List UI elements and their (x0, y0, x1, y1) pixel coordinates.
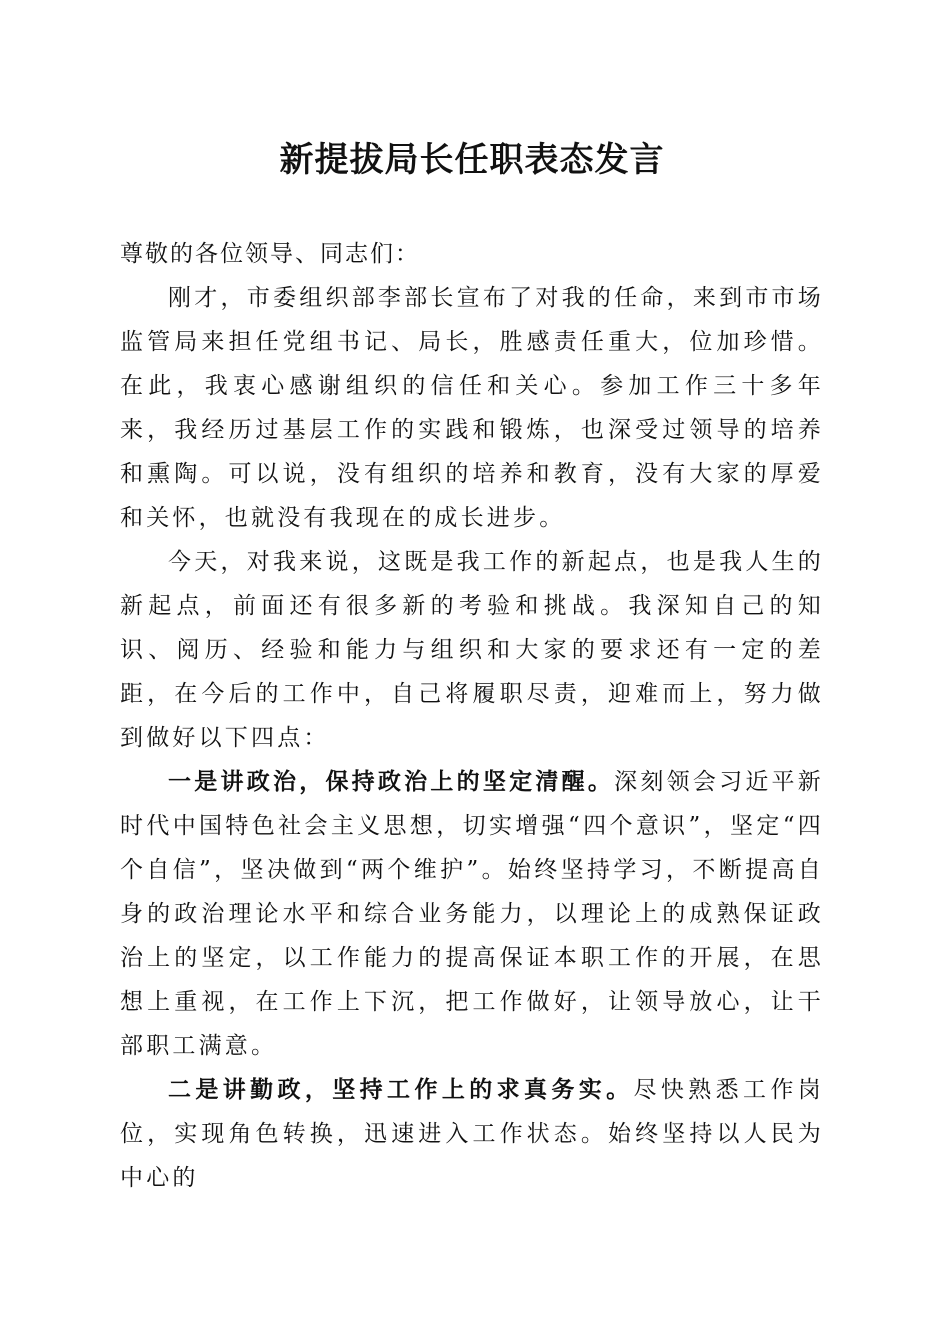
salutation: 尊敬的各位领导、同志们： (120, 241, 420, 267)
paragraph-text: 深刻领会习近平新时代中国特色社会主义思想，切实增强“四个意识”，坚定“四个自信”，坚决做到“两个维护”。始终坚持学习，不断提高自身的政治理论水平和综合业务能力，以理论上的成熟保证政治上的坚定，以工作能力的提高保证本职工作的开展，在思想上重视，在工作上下沉，把工作做好，让领导放心，让干部职工满意。 (120, 769, 824, 1059)
document-body (120, 232, 824, 1200)
paragraph-text: 刚才，市委组织部李部长宣布了对我的任命，来到市市场监管局来担任党组书记、局长，胜感责任重大，位加珍惜。在此，我衷心感谢组织的信任和关心。参加工作三十多年来，我经历过基层工作的实践和锻炼，也深受过领导的培养和熏陶。可以说，没有组织的培养和教育，没有大家的厚爱和关怀，也就没有我现在的成长进步。 (120, 285, 824, 531)
paragraph-new-start (120, 540, 824, 760)
paragraph-text: 今天，对我来说，这既是我工作的新起点，也是我人生的新起点，前面还有很多新的考验和挑战。我深知自己的知识、阅历、经验和能力与组织和大家的要求还有一定的差距，在今后的工作中，自己将履职尽责，迎难而上，努力做到做好以下四点： (120, 549, 824, 751)
paragraph-text: 尽快熟悉工作岗位，实现角色转换，迅速进入工作状态。始终坚持以人民为中心的 (120, 1077, 824, 1191)
document-title: 新提拔局长任职表态发言 (279, 140, 665, 180)
paragraph-point-two (120, 1068, 824, 1200)
paragraph-lead: 一是讲政治，保持政治上的坚定清醒。 (168, 768, 615, 795)
paragraph-point-one (120, 760, 824, 1068)
paragraph-appointment (120, 276, 824, 540)
paragraph-lead: 二是讲勤政，坚持工作上的求真务实。 (168, 1076, 634, 1103)
